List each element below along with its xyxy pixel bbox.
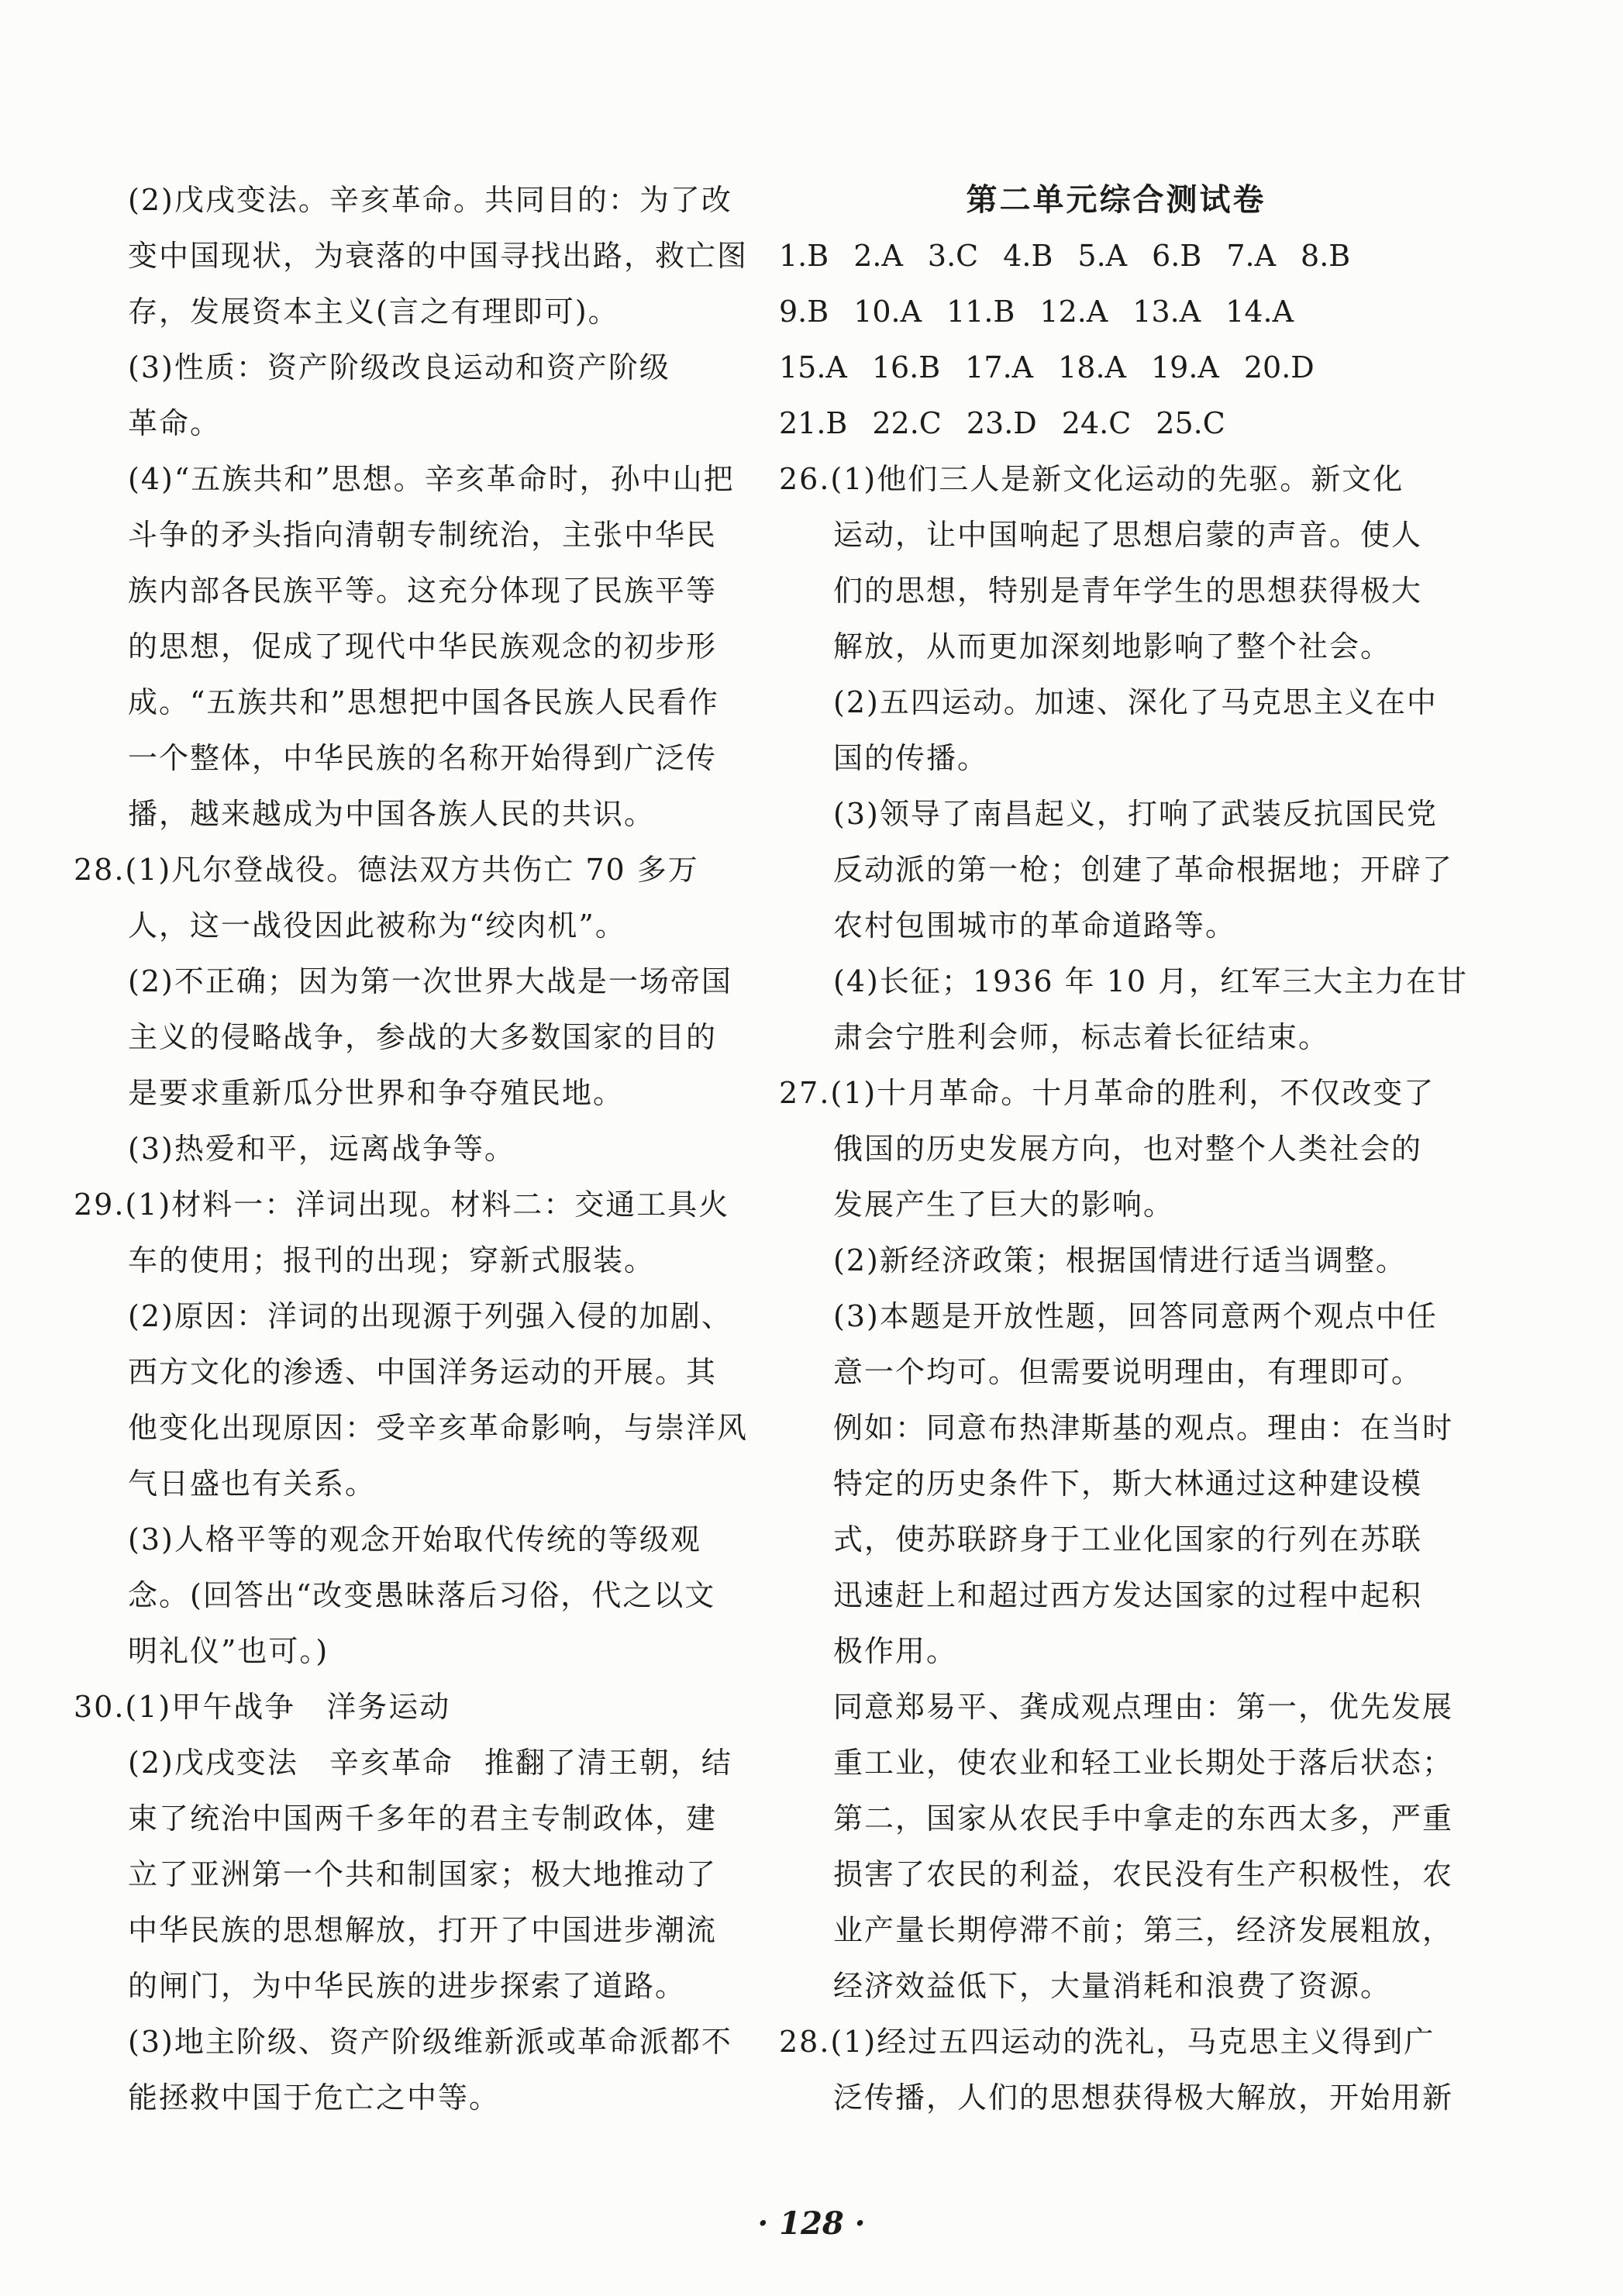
answer-item: 25.C: [1156, 406, 1225, 440]
text-line: 重工业，使农业和轻工业长期处于落后状态；: [833, 1746, 1454, 1780]
answer-item: 9.B: [779, 295, 829, 329]
text-line: 西方文化的渗透、中国洋务运动的开展。其: [128, 1355, 718, 1389]
text-line: 损害了农民的利益，农民没有生产积极性，农: [833, 1857, 1454, 1891]
text-line: 念。(回答出“改变愚昧落后习俗，代之以文: [128, 1578, 716, 1612]
text-line: 26.(1)他们三人是新文化运动的先驱。新文化: [779, 462, 1404, 496]
text-line: 主义的侵略战争，参战的大多数国家的目的: [128, 1020, 718, 1054]
text-line: 变中国现状，为衰落的中国寻找出路，救亡图: [128, 239, 749, 273]
text-line: 播，越来越成为中国各族人民的共识。: [128, 797, 656, 831]
multiple-choice-answers: [779, 228, 1453, 451]
text-line: 的闸门，为中华民族的进步探索了道路。: [128, 1969, 687, 2003]
answer-item: 10.A: [853, 295, 922, 329]
text-line: (2)不正确；因为第一次世界大战是一场帝国: [128, 964, 732, 998]
text-line: 成。“五族共和”思想把中国各民族人民看作: [128, 685, 719, 719]
text-line: 特定的历史条件下，斯大林通过这种建设模: [833, 1467, 1423, 1501]
text-line: 迅速赶上和超过西方发达国家的过程中起积: [833, 1578, 1423, 1612]
answer-item: 18.A: [1058, 350, 1126, 384]
text-line: 农村包围城市的革命道路等。: [833, 908, 1237, 943]
text-line: 同意郑易平、龚成观点理由：第一，优先发展: [833, 1690, 1454, 1724]
text-line: 28.(1)凡尔登战役。德法双方共伤亡 70 多万: [74, 853, 699, 887]
answer-row: [779, 284, 1453, 340]
text-line: 俄国的历史发展方向，也对整个人类社会的: [833, 1132, 1423, 1166]
answer-item: 12.A: [1039, 295, 1108, 329]
answer-item: 13.A: [1132, 295, 1201, 329]
text-line: 能拯救中国于危亡之中等。: [128, 2081, 501, 2115]
text-line: (3)热爱和平，远离战争等。: [128, 1132, 515, 1166]
text-line: (4)“五族共和”思想。辛亥革命时，孙中山把: [128, 462, 735, 496]
text-line: 车的使用；报刊的出现；穿新式服装。: [128, 1243, 656, 1277]
text-line: (3)性质：资产阶级改良运动和资产阶级: [128, 350, 670, 384]
right-column: [779, 172, 1469, 2125]
answer-item: 22.C: [872, 406, 942, 440]
text-line: 人，这一战役因此被称为“绞肉机”。: [128, 908, 626, 943]
text-line: 解放，从而更加深刻地影响了整个社会。: [833, 629, 1392, 664]
text-line: 28.(1)经过五四运动的洗礼，马克思主义得到广: [779, 2025, 1435, 2059]
text-line: 们的思想，特别是青年学生的思想获得极大: [833, 574, 1423, 608]
text-line: (2)五四运动。加速、深化了马克思主义在中: [833, 685, 1438, 719]
text-line: (3)人格平等的观念开始取代传统的等级观: [128, 1522, 701, 1557]
text-line: 他变化出现原因：受辛亥革命影响，与崇洋风: [128, 1411, 749, 1445]
answer-item: 8.B: [1301, 239, 1351, 273]
answer-item: 6.B: [1152, 239, 1202, 273]
text-line: (3)领导了南昌起义，打响了武装反抗国民党: [833, 797, 1438, 831]
text-line: (2)原因：洋词的出现源于列强入侵的加剧、: [128, 1299, 732, 1333]
answer-item: 1.B: [779, 239, 829, 273]
answer-item: 20.D: [1243, 350, 1315, 384]
text-line: 运动，让中国响起了思想启蒙的声音。使人: [833, 518, 1423, 552]
answer-item: 3.C: [927, 239, 979, 273]
text-line: 意一个均可。但需要说明理由，有理即可。: [833, 1355, 1423, 1389]
text-line: 革命。: [128, 406, 222, 440]
text-line: 29.(1)材料一：洋词出现。材料二：交通工具火: [74, 1188, 730, 1222]
text-line: 肃会宁胜利会师，标志着长征结束。: [833, 1020, 1330, 1054]
page-number: · 128 ·: [757, 2205, 866, 2242]
text-line: 业产量长期停滞不前；第三，经济发展粗放，: [833, 1913, 1454, 1947]
answer-row: [779, 228, 1453, 284]
text-line: 极作用。: [833, 1634, 958, 1668]
answer-item: 2.A: [853, 239, 903, 273]
answer-item: 19.A: [1150, 350, 1219, 384]
text-line: 斗争的矛头指向清朝专制统治，主张中华民: [128, 518, 718, 552]
answer-item: 7.A: [1226, 239, 1277, 273]
text-line: 的思想，促成了现代中华民族观念的初步形: [128, 629, 718, 664]
left-column: [74, 172, 749, 2125]
text-line: 式，使苏联跻身于工业化国家的行列在苏联: [833, 1522, 1423, 1557]
answer-item: 15.A: [779, 350, 847, 384]
answer-item: 14.A: [1225, 295, 1294, 329]
text-line: (2)戊戌变法。辛亥革命。共同目的：为了改: [128, 183, 732, 217]
answer-item: 21.B: [779, 406, 848, 440]
text-line: 经济效益低下，大量消耗和浪费了资源。: [833, 1969, 1392, 2003]
text-line: 27.(1)十月革命。十月革命的胜利，不仅改变了: [779, 1076, 1435, 1110]
text-line: (3)地主阶级、资产阶级维新派或革命派都不: [128, 2025, 732, 2059]
text-line: (4)长征；1936 年 10 月，红军三大主力在甘: [833, 964, 1469, 998]
text-line: 是要求重新瓜分世界和争夺殖民地。: [128, 1076, 625, 1110]
answer-row: [779, 340, 1453, 395]
text-line: 反动派的第一枪；创建了革命根据地；开辟了: [833, 853, 1454, 887]
text-line: 族内部各民族平等。这充分体现了民族平等: [128, 574, 718, 608]
text-line: 明礼仪”也可。): [128, 1634, 329, 1668]
answer-item: 16.B: [871, 350, 941, 384]
answer-item: 24.C: [1061, 406, 1132, 440]
text-line: 中华民族的思想解放，打开了中国进步潮流: [128, 1913, 718, 1947]
text-line: 国的传播。: [833, 741, 989, 775]
text-line: 立了亚洲第一个共和制国家；极大地推动了: [128, 1857, 718, 1891]
answer-item: 4.B: [1003, 239, 1053, 273]
text-line: 发展产生了巨大的影响。: [833, 1188, 1175, 1222]
answer-item: 11.B: [946, 295, 1015, 329]
text-line: (3)本题是开放性题，回答同意两个观点中任: [833, 1299, 1438, 1333]
answer-item: 17.A: [965, 350, 1034, 384]
text-line: 泛传播，人们的思想获得极大解放，开始用新: [833, 2081, 1454, 2115]
text-line: 第二，国家从农民手中拿走的东西太多，严重: [833, 1801, 1454, 1836]
text-line: 束了统治中国两千多年的君主专制政体，建: [128, 1801, 718, 1836]
right-column-text: [779, 451, 1469, 2125]
text-line: 30.(1)甲午战争 洋务运动: [74, 1690, 451, 1724]
text-line: 存，发展资本主义(言之有理即可)。: [128, 295, 619, 329]
text-line: 气日盛也有关系。: [128, 1467, 377, 1501]
text-line: (2)新经济政策；根据国情进行适当调整。: [833, 1243, 1407, 1277]
section-title: 第二单元综合测试卷: [966, 181, 1266, 218]
answer-item: 5.A: [1077, 239, 1128, 273]
text-line: (2)戊戌变法 辛亥革命 推翻了清王朝，结: [128, 1746, 732, 1780]
answer-item: 23.D: [966, 406, 1037, 440]
answer-row: [779, 395, 1453, 451]
text-line: 例如：同意布热津斯基的观点。理由：在当时: [833, 1411, 1454, 1445]
text-line: 一个整体，中华民族的名称开始得到广泛传: [128, 741, 718, 775]
